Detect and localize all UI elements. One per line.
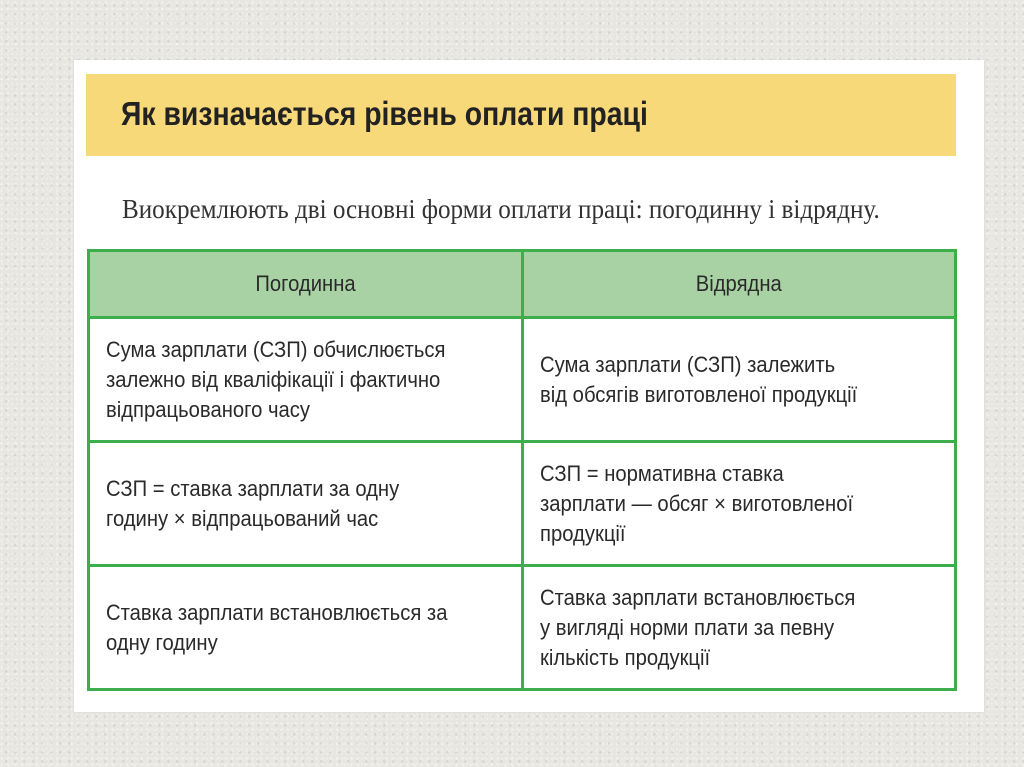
cell-line: зарплати — обсяг × виготовленої	[539, 490, 853, 516]
cell-hourly-rate	[89, 566, 523, 690]
cell-hourly-formula	[89, 442, 523, 566]
cell-line: СЗП = ставка зарплати за одну	[106, 475, 400, 501]
table-row	[89, 442, 956, 566]
cell-line: годину × відпрацьований час	[106, 505, 379, 531]
cell-piecework-calculation	[522, 318, 956, 442]
cell-line: одну годину	[106, 629, 218, 655]
slide	[74, 60, 984, 712]
cell-line: кількість продукції	[539, 644, 710, 670]
cell-line: СЗП = нормативна ставка	[539, 460, 784, 486]
cell-line: залежно від кваліфікації і фактично	[106, 366, 441, 392]
table-row	[89, 318, 956, 442]
cell-line: Ставка зарплати встановлюється	[539, 584, 855, 610]
table-header-row	[89, 251, 956, 318]
cell-line: від обсягів виготовленої продукції	[539, 381, 857, 407]
cell-hourly-calculation	[89, 318, 523, 442]
pay-forms-table	[87, 249, 957, 691]
header-hourly	[89, 251, 523, 318]
cell-line: у вигляді норми плати за певну	[539, 614, 834, 640]
table-row	[89, 566, 956, 690]
cell-line: Сума зарплати (СЗП) залежить	[539, 351, 835, 377]
header-piecework-label: Відрядна	[695, 271, 782, 296]
cell-piecework-rate	[522, 566, 956, 690]
cell-piecework-formula	[522, 442, 956, 566]
cell-line: Сума зарплати (СЗП) обчислюється	[106, 336, 446, 362]
title-banner	[86, 74, 956, 156]
header-hourly-label: Погодинна	[255, 271, 356, 296]
header-piecework	[522, 251, 956, 318]
slide-title: Як визначається рівень оплати праці	[121, 95, 648, 132]
cell-line: продукції	[539, 520, 626, 546]
cell-line: Ставка зарплати встановлюється за	[106, 599, 448, 625]
cell-line: відпрацьованого часу	[106, 396, 311, 422]
intro-text: Виокремлюють дві основні форми оплати праці: погодинну і відрядну.	[122, 194, 880, 224]
